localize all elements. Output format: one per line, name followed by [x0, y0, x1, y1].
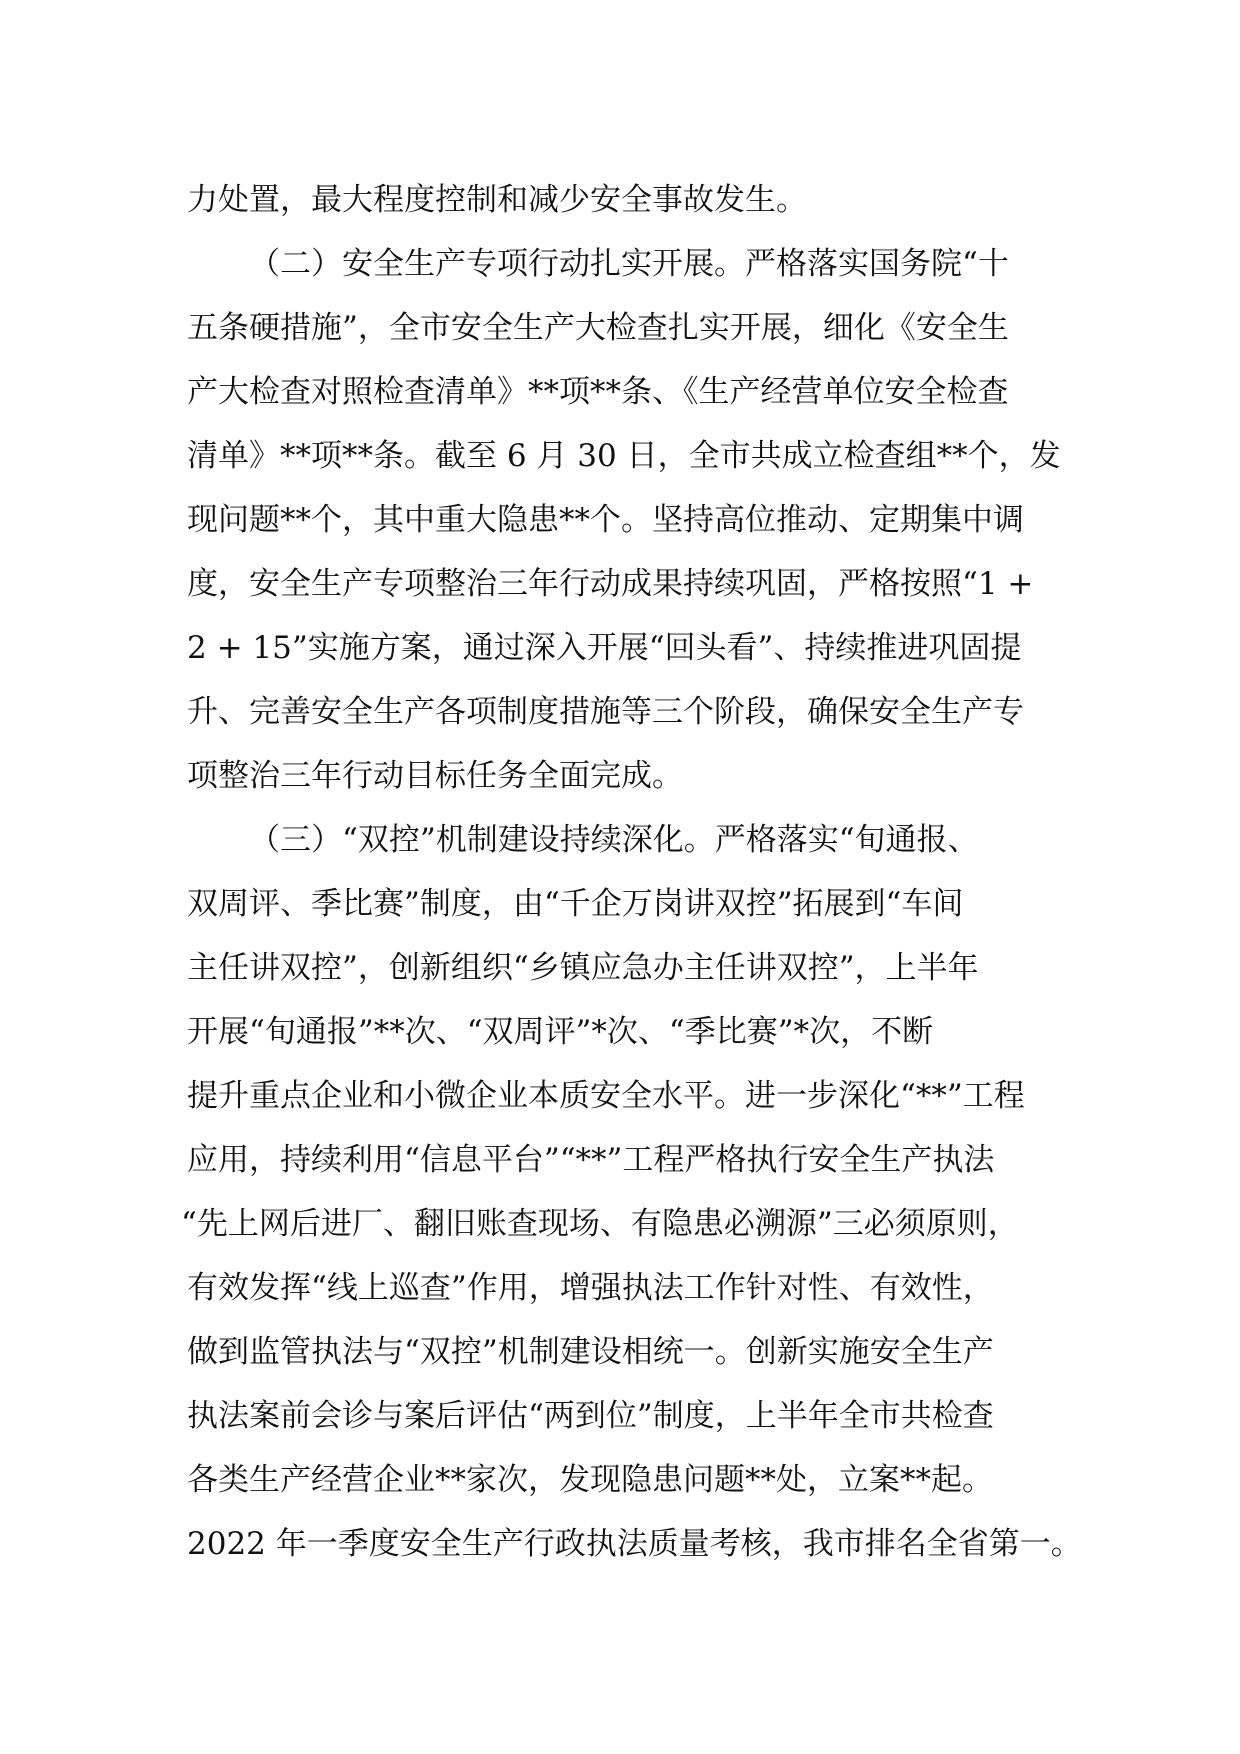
text-line: 度，安全生产专项整治三年行动成果持续巩固，严格按照“1 +: [187, 566, 1034, 602]
text-line: 清单》**项**条。截至 6 月 30 日，全市共成立检查组**个，发: [187, 438, 1061, 474]
text-line: 开展“旬通报”**次、“双周评”*次、“季比赛”*次，不断: [187, 1014, 934, 1050]
text-line: 产大检查对照检查清单》**项**条、《生产经营单位安全检查: [187, 374, 1009, 410]
document-body: [181, 168, 1087, 1576]
text-line: 2022 年一季度安全生产行政执法质量考核，我市排名全省第一。: [187, 1526, 1082, 1562]
text-line: 执法案前会诊与案后评估“两到位”制度，上半年全市共检查: [187, 1398, 994, 1434]
text-line: 各类生产经营企业**家次，发现隐患问题**处，立案**起。: [187, 1462, 993, 1498]
text-line: 提升重点企业和小微企业本质安全水平。进一步深化“**”工程: [187, 1078, 1025, 1114]
text-line: 力处置，最大程度控制和减少安全事故发生。: [187, 182, 807, 218]
text-line: 项整治三年行动目标任务全面完成。: [187, 758, 683, 794]
paragraph-start-section-three: （三）“双控”机制建设持续深化。严格落实“旬通报、: [249, 822, 979, 858]
text-line: 应用，持续利用“信息平台”“**”工程严格执行安全生产执法: [187, 1142, 995, 1178]
text-line: 五条硬措施”，全市安全生产大检查扎实开展，细化《安全生: [187, 310, 1009, 346]
text-line: “先上网后进厂、翻旧账查现场、有隐患必溯源”三必须原则，: [181, 1206, 1019, 1242]
text-line: 有效发挥“线上巡查”作用，增强执法工作针对性、有效性，: [187, 1270, 994, 1306]
text-line: 主任讲双控”，创新组织“乡镇应急办主任讲双控”，上半年: [187, 950, 979, 986]
text-line: 2 + 15”实施方案，通过深入开展“回头看”、持续推进巩固提: [187, 630, 1022, 666]
text-line: 升、完善安全生产各项制度措施等三个阶段，确保安全生产专: [187, 694, 1024, 730]
paragraph-start-section-two: （二）安全生产专项行动扎实开展。严格落实国务院“十: [249, 246, 1009, 282]
text-line: 双周评、季比赛”制度，由“千企万岗讲双控”拓展到“车间: [187, 886, 964, 922]
text-line: 做到监管执法与“双控”机制建设相统一。创新实施安全生产: [187, 1334, 994, 1370]
text-line: 现问题**个，其中重大隐患**个。坚持高位推动、定期集中调: [187, 502, 1024, 538]
